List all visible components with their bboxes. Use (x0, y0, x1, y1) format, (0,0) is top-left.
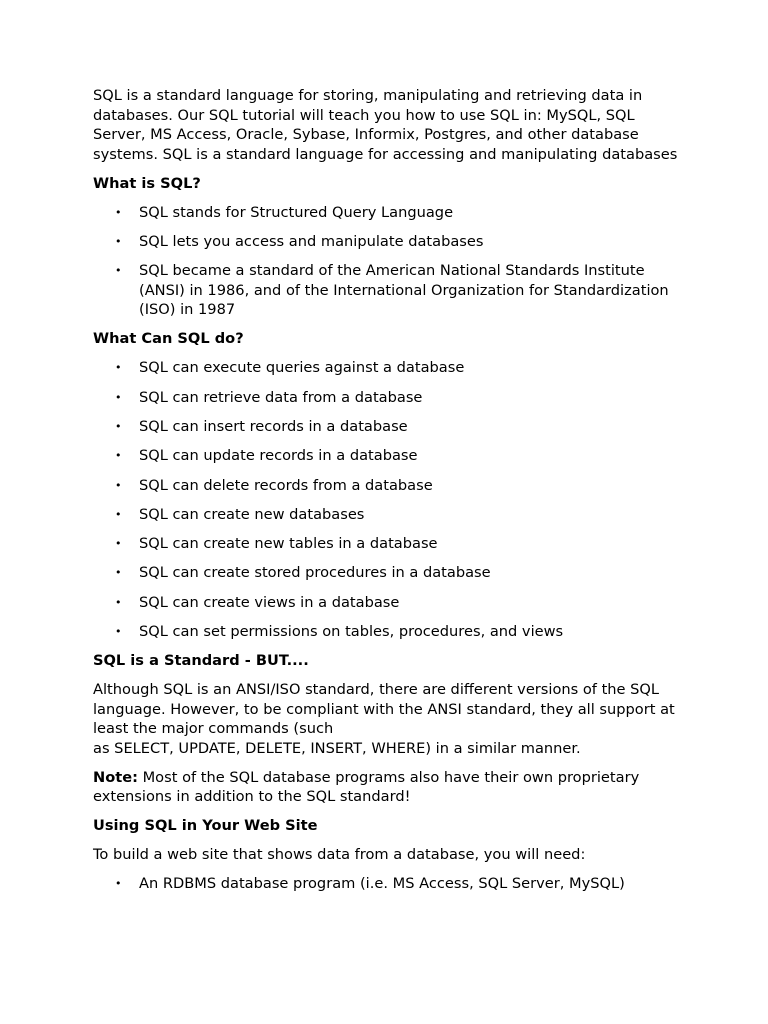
list-item: • SQL can retrieve data from a database (139, 388, 678, 408)
web-paragraph: To build a web site that shows data from a database, you will need: (93, 846, 586, 864)
note-text: Most of the SQL database programs also have their own proprietary extensions in addition to the SQL standard! (93, 768, 640, 806)
heading-what-is-sql: What is SQL? (93, 174, 201, 192)
list-item: • SQL became a standard of the American National Standards Institute (ANSI) in 1986, and of the International Organization for Standardization (ISO) in 1987 (139, 261, 678, 320)
list-item: • SQL can update records in a database (139, 446, 678, 466)
heading-what-can-sql-do: What Can SQL do? (93, 330, 244, 348)
list-item: • SQL can create views in a database (139, 593, 678, 613)
what-can-sql-do-list (93, 358, 678, 641)
list-item: • SQL can delete records from a database (139, 476, 678, 496)
list-item: • SQL stands for Structured Query Language (139, 203, 678, 223)
list-item: • SQL can create new tables in a database (139, 534, 678, 554)
note-paragraph (93, 768, 678, 807)
list-item: • SQL can execute queries against a database (139, 358, 678, 378)
list-item: • SQL can set permissions on tables, procedures, and views (139, 622, 678, 642)
note-label: Note: (93, 768, 138, 786)
standard-paragraph (93, 680, 678, 758)
list-item: • An RDBMS database program (i.e. MS Access, SQL Server, MySQL) (139, 874, 678, 894)
web-requirements-list (93, 874, 678, 894)
list-item: • SQL can create new databases (139, 505, 678, 525)
standard-paragraph-line2: as SELECT, UPDATE, DELETE, INSERT, WHERE) in a similar manner. (93, 739, 581, 757)
intro-paragraph: SQL is a standard language for storing, manipulating and retrieving data in databases. Our SQL tutorial will teach you how to use SQL in: MySQL, SQL Server, MS Access, Oracle, Sybase, Informix, Postgres, and other database systems. SQL is a standard language for accessing and manipulating databases (93, 87, 678, 163)
list-item: • SQL can create stored procedures in a database (139, 563, 678, 583)
heading-using-sql-web-site: Using SQL in Your Web Site (93, 817, 318, 835)
standard-paragraph-line1: Although SQL is an ANSI/ISO standard, there are different versions of the SQL language. However, to be compliant with the ANSI standard, they all support at least the major commands (such (93, 681, 675, 738)
what-is-sql-list (93, 203, 678, 320)
list-item: • SQL can insert records in a database (139, 417, 678, 437)
list-item: • SQL lets you access and manipulate databases (139, 232, 678, 252)
heading-sql-is-a-standard: SQL is a Standard - BUT.... (93, 652, 309, 670)
